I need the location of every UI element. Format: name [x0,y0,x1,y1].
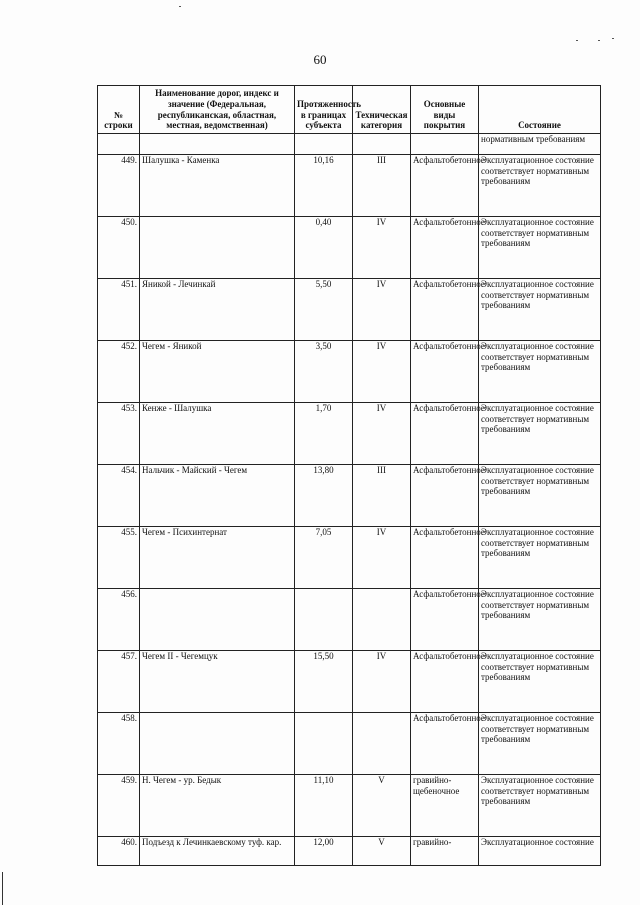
road-surface: Асфальтобетонное [411,279,479,341]
road-name [140,713,295,775]
road-surface: Асфальтобетонное [411,527,479,589]
road-category: III [353,465,411,527]
road-length: 15,50 [295,651,353,713]
road-length: 12,00 [295,837,353,866]
road-state: Эксплуатационное состояние соответствует нормативным требованиям [479,341,601,403]
road-length [295,589,353,651]
road-state: Эксплуатационное состояние соответствует нормативным требованиям [479,651,601,713]
continuation-row [98,134,601,155]
road-state: Эксплуатационное состояние соответствует нормативным требованиям [479,465,601,527]
road-length: 7,05 [295,527,353,589]
road-surface: Асфальтобетонное [411,651,479,713]
row-num: 449. [98,155,140,217]
header-name: Наименование дорог, индекс и значение (Федеральная, республиканская, областная, местная, ведомственная) [140,86,295,134]
table-row [98,279,601,341]
road-length: 13,80 [295,465,353,527]
road-category: IV [353,217,411,279]
road-category: V [353,775,411,837]
road-name: Н. Чегем - ур. Бедык [140,775,295,837]
road-name: Кенже - Шалушка [140,403,295,465]
road-surface: Асфальтобетонное [411,155,479,217]
road-category: IV [353,403,411,465]
road-surface: Асфальтобетонное [411,341,479,403]
table-row [98,465,601,527]
table-row [98,217,601,279]
road-name: Шалушка - Каменка [140,155,295,217]
road-name: Яникой - Лечинкай [140,279,295,341]
row-num: 450. [98,217,140,279]
road-length: 0,40 [295,217,353,279]
road-category: III [353,155,411,217]
road-category: IV [353,279,411,341]
row-num: 456. [98,589,140,651]
road-state: Эксплуатационное состояние соответствует нормативным требованиям [479,775,601,837]
road-state: Эксплуатационное состояние соответствует нормативным требованиям [479,713,601,775]
road-state: Эксплуатационное состояние соответствует нормативным требованиям [479,155,601,217]
table-row [98,775,601,837]
road-category: IV [353,527,411,589]
page-number: 60 [313,52,327,67]
road-state: Эксплуатационное состояние соответствует нормативным требованиям [479,279,601,341]
road-state: Эксплуатационное состояние соответствует нормативным требованиям [479,403,601,465]
road-length: 5,50 [295,279,353,341]
row-num: 455. [98,527,140,589]
road-category: IV [353,651,411,713]
road-name: Чегем II - Чегемцук [140,651,295,713]
road-name: Чегем - Яникой [140,341,295,403]
road-surface: гравийно- [411,837,479,866]
row-num: 452. [98,341,140,403]
road-category [353,589,411,651]
table-row [98,651,601,713]
row-num: 459. [98,775,140,837]
table-row [98,713,601,775]
table-row [98,403,601,465]
road-name [140,589,295,651]
road-state: Эксплуатационное состояние [479,837,601,866]
scan-speck [179,6,181,7]
table-row [98,527,601,589]
road-surface: Асфальтобетонное [411,589,479,651]
road-length: 10,16 [295,155,353,217]
road-category: V [353,837,411,866]
header-num: № строки [98,86,140,134]
road-state: Эксплуатационное состояние соответствует нормативным требованиям [479,527,601,589]
row-num: 457. [98,651,140,713]
road-name: Подъезд к Лечинкаевскому туф. кар. [140,837,295,866]
header-state: Состояние [479,86,601,134]
road-surface: Асфальтобетонное [411,217,479,279]
row-num: 454. [98,465,140,527]
road-name: Нальчик - Майский - Чегем [140,465,295,527]
road-surface: Асфальтобетонное [411,403,479,465]
header-category: Техническая категория [353,86,411,134]
table-row [98,155,601,217]
scan-speck [598,40,600,41]
header-length: Протяженность в границах субъекта [295,86,353,134]
road-surface: Асфальтобетонное [411,465,479,527]
scan-speck [576,40,578,41]
road-category [353,713,411,775]
table-header-row [98,86,601,134]
row-num: 453. [98,403,140,465]
continuation-state: нормативным требованиям [479,134,601,155]
road-category: IV [353,341,411,403]
road-length: 1,70 [295,403,353,465]
table-row [98,589,601,651]
roads-table [97,85,601,866]
road-name [140,217,295,279]
header-surface: Основные виды покрытия [411,86,479,134]
road-surface: Асфальтобетонное [411,713,479,775]
road-surface: гравийно-щебеночное [411,775,479,837]
road-length: 3,50 [295,341,353,403]
road-state: Эксплуатационное состояние соответствует нормативным требованиям [479,589,601,651]
row-num: 460. [98,837,140,866]
scan-edge-mark [2,872,3,905]
road-name: Чегем - Психинтернат [140,527,295,589]
table-row [98,341,601,403]
road-state: Эксплуатационное состояние соответствует нормативным требованиям [479,217,601,279]
row-num: 451. [98,279,140,341]
table-row-partial [98,837,601,866]
row-num: 458. [98,713,140,775]
scan-speck [612,38,614,39]
road-length [295,713,353,775]
road-length: 11,10 [295,775,353,837]
